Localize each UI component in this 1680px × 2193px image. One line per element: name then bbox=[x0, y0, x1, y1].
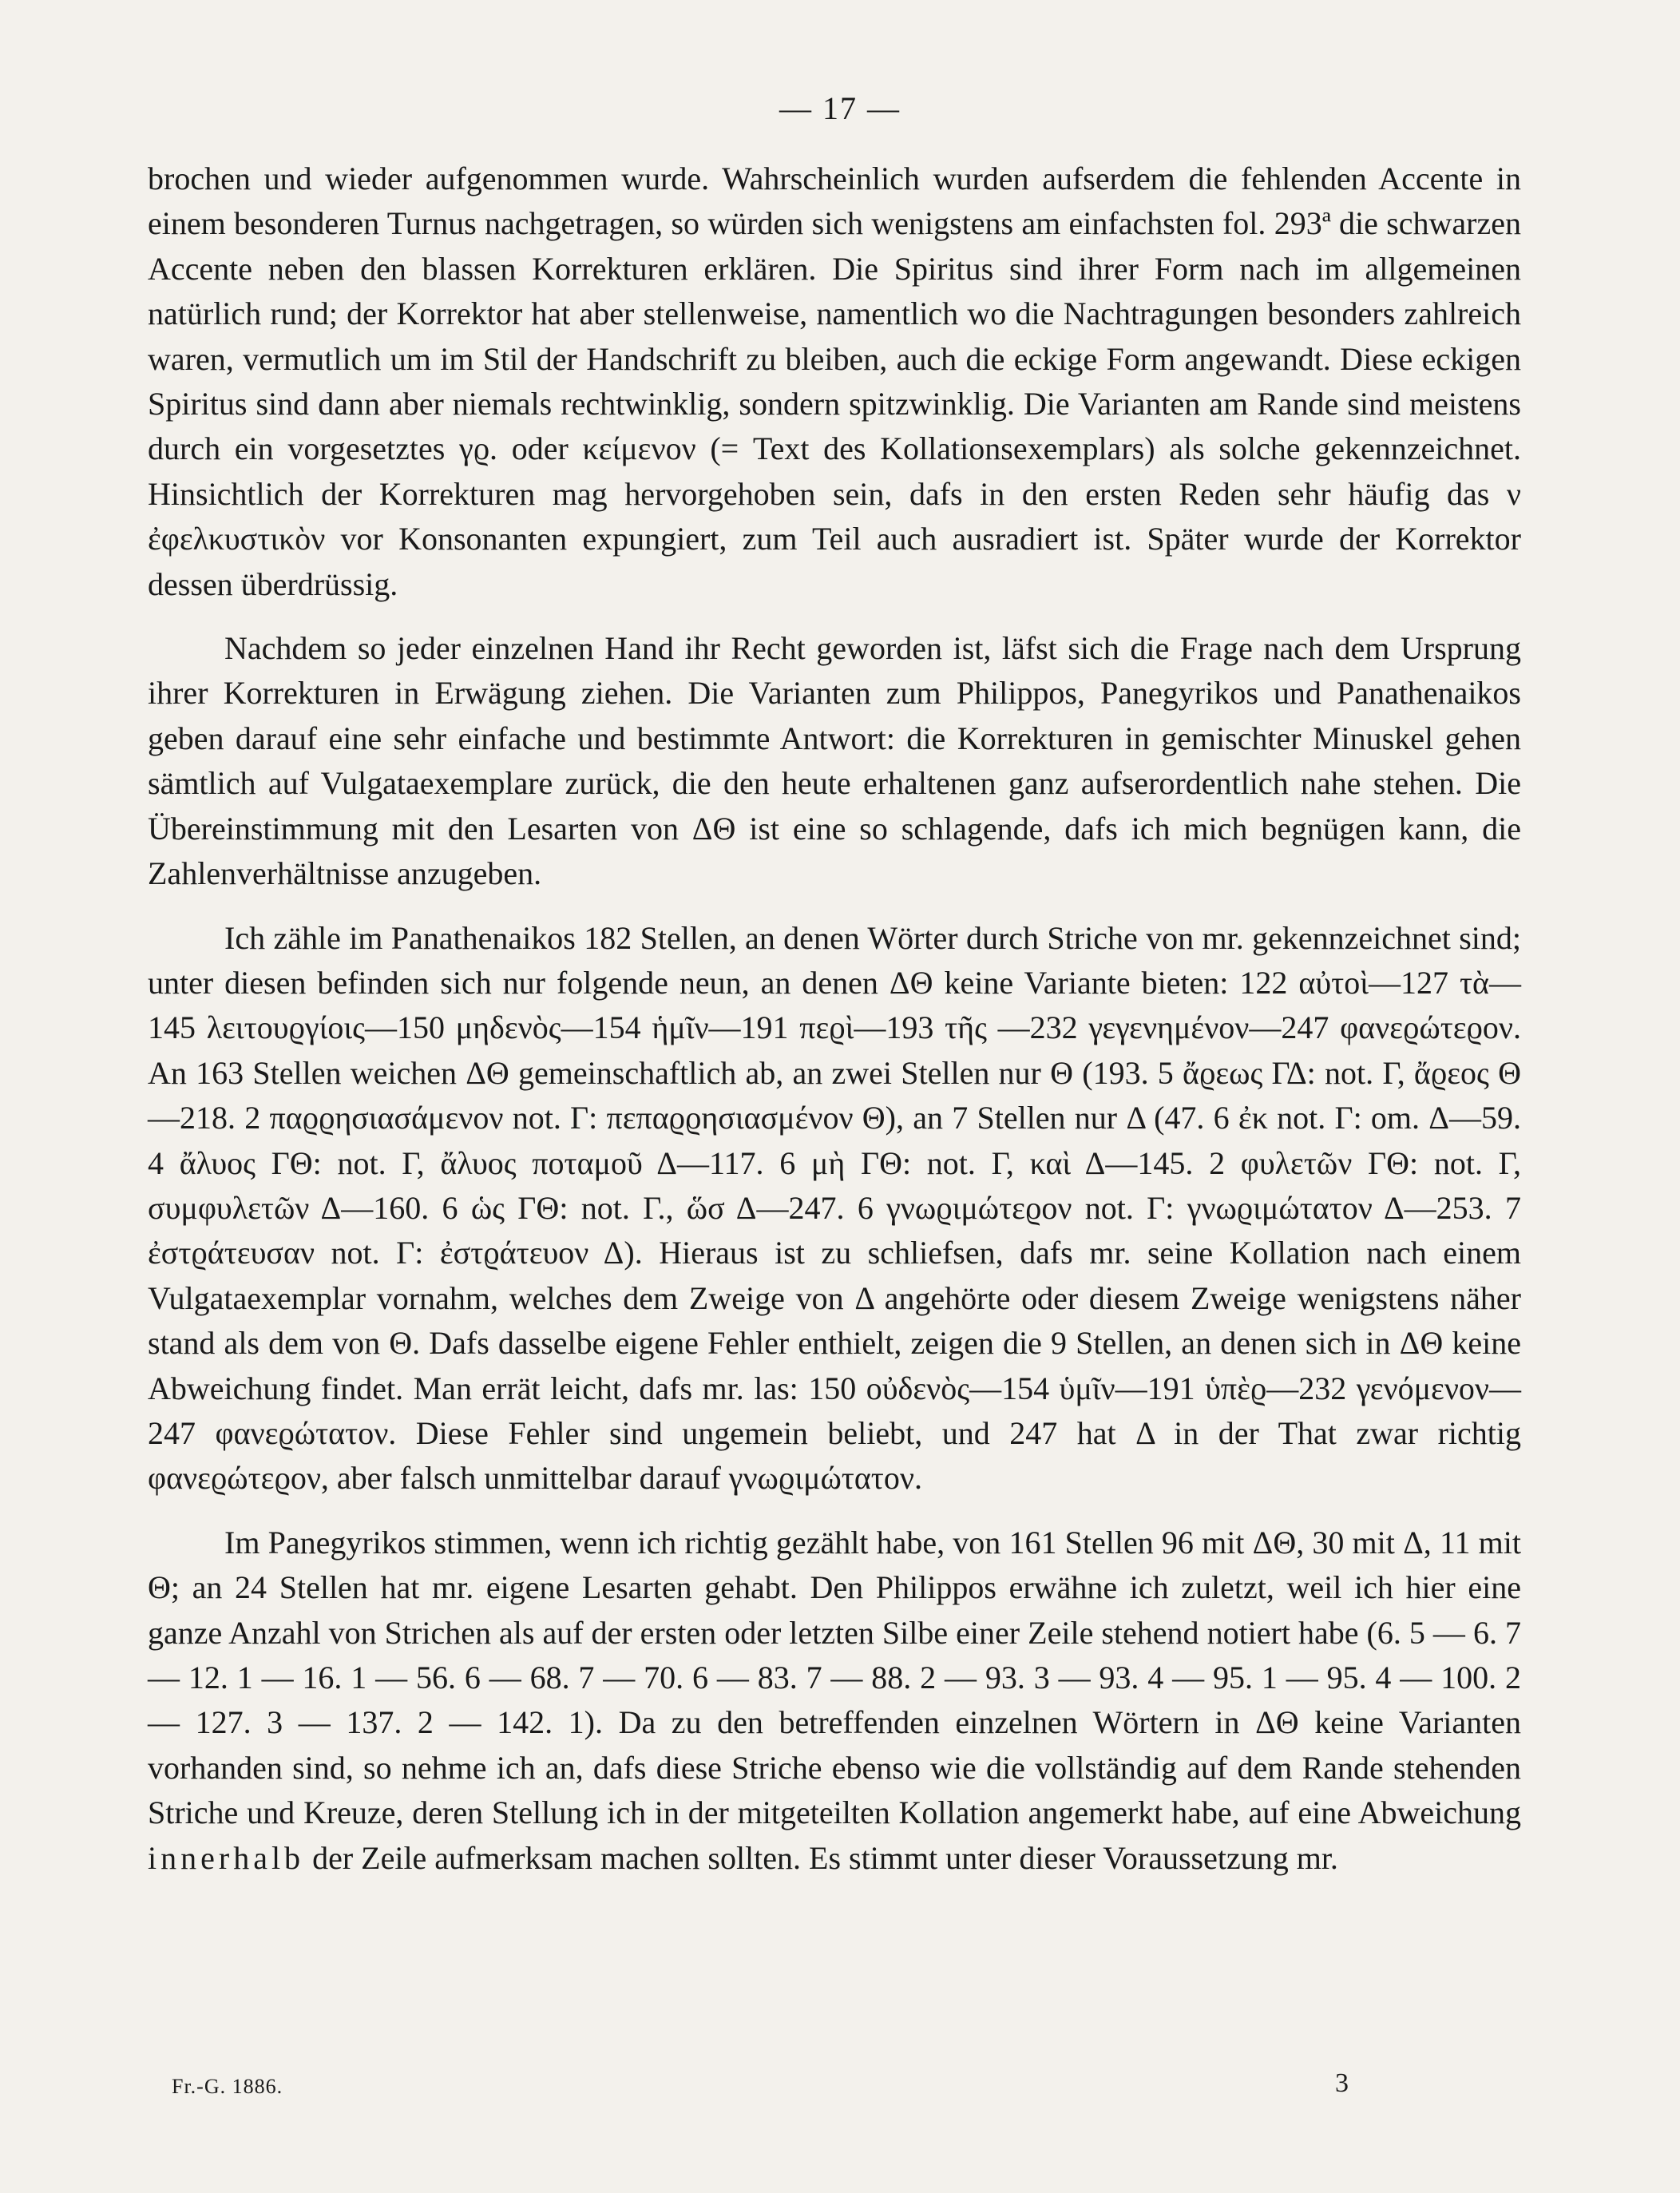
paragraph-4 bbox=[148, 1521, 1521, 1881]
body-text bbox=[148, 157, 1521, 1881]
spaced-word: innerhalb bbox=[148, 1839, 305, 1876]
footer-sheet-number: 3 bbox=[1335, 2068, 1349, 2098]
paragraph-2: Nachdem so jeder einzelnen Hand ihr Recht geworden ist, läfst sich die Frage nach dem Ursprung ihrer Korrekturen in Erwägung ziehen. Die Varianten zum Philippos, Panegyrikos und Panathenaikos geben darauf eine sehr einfache und bestimmte Antwort: die Korrekturen in gemischter Minuskel gehen sämtlich auf Vulgataexemplare zurück, die den heute erhaltenen ganz aufserordentlich nahe stehen. Die Übereinstimmung mit den Lesarten von ΔΘ ist eine so schlagende, dafs ich mich begnügen kann, die Zahlenverhältnisse anzugeben. bbox=[148, 630, 1521, 892]
page-number: — 17 — bbox=[779, 90, 901, 126]
paragraph-4-text: Im Panegyrikos stimmen, wenn ich richtig gezählt habe, von 161 Stellen 96 mit ΔΘ, 30 mit Δ, 11 mit Θ; an 24 Stellen hat mr. eigene Lesarten gehabt. Den Philippos erwähne ich zuletzt, weil ich hier eine ganze Anzahl von Strichen als auf der ersten oder letzten Silbe einer Zeile stehend notiert habe (6. 5 — 6. 7 — 12. 1 — 16. 1 — 56. 6 — 68. 7 — 70. 6 — 83. 7 — 88. 2 — 93. 3 — 93. 4 — 95. 1 — 95. 4 — 100. 2 — 127. 3 — 137. 2 — 142. 1). Da zu den betreffenden einzelnen Wörtern in ΔΘ keine Varianten vorhanden sind, so nehme ich an, dafs diese Striche ebenso wie die vollständig auf dem Rande stehenden Striche und Kreuze, deren Stellung ich in der mitgeteilten Kollation angemerkt habe, auf eine Abweichung bbox=[148, 1524, 1521, 1831]
footer-signature: Fr.-G. 1886. bbox=[172, 2075, 283, 2098]
paragraph-1: brochen und wieder aufgenommen wurde. Wahrscheinlich wurden aufserdem die fehlenden Accente in einem besonderen Turnus nachgetragen, so würden sich wenigstens am einfachsten fol. 293ª die schwarzen Accente neben den blassen Korrekturen erklären. Die Spiritus sind ihrer Form nach im allgemeinen natürlich rund; der Korrektor hat aber stellenweise, namentlich wo die Nachtragungen besonders zahlreich waren, vermutlich um im Stil der Handschrift zu bleiben, auch die eckige Form angewandt. Diese eckigen Spiritus sind dann aber niemals rechtwinklig, sondern spitzwinklig. Die Varianten am Rande sind meistens durch ein vorgesetztes γϱ. oder κείμενον (= Text des Kollationsexemplars) als solche gekennzeichnet. Hinsichtlich der Korrekturen mag hervorgehoben sein, dafs in den ersten Reden sehr häufig das ν ἐφελκυστικὸν vor Konsonanten expungiert, zum Teil auch ausradiert ist. Später wurde der Korrektor dessen überdrüssig. bbox=[148, 161, 1521, 602]
paragraph-3: Ich zähle im Panathenaikos 182 Stellen, an denen Wörter durch Striche von mr. gekennzeichnet sind; unter diesen befinden sich nur folgende neun, an denen ΔΘ keine Variante bieten: 122 αὐτοὶ—127 τὰ—145 λειτουϱγίοις—150 μηδενὸς—154 ἡμῖν—191 πεϱὶ—193 τῆς —232 γεγενημένον—247 φανεϱώτεϱον. An 163 Stellen weichen ΔΘ gemeinschaftlich ab, an zwei Stellen nur Θ (193. 5 ἄϱεως ΓΔ: not. Γ, ἄϱεος Θ—218. 2 παϱϱησιασάμενον not. Γ: πεπαϱϱησιασμένον Θ), an 7 Stellen nur Δ (47. 6 ἐκ not. Γ: om. Δ—59. 4 ἄλυος ΓΘ: not. Γ, ἄλυος ποταμοῦ Δ—117. 6 μὴ ΓΘ: not. Γ, καὶ Δ—145. 2 φυλετῶν ΓΘ: not. Γ, συμφυλετῶν Δ—160. 6 ὡς ΓΘ: not. Γ., ὥσ Δ—247. 6 γνωϱιμώτεϱον not. Γ: γνωϱιμώτατον Δ—253. 7 ἐστϱάτευσαν not. Γ: ἐστϱάτευον Δ). Hieraus ist zu schliefsen, dafs mr. seine Kollation nach einem Vulgataexemplar vornahm, welches dem Zweige von Δ angehörte oder diesem Zweige wenigstens näher stand als dem von Θ. Dafs dasselbe eigene Fehler enthielt, zeigen die 9 Stellen, an denen sich in ΔΘ keine Abweichung findet. Man errät leicht, dafs mr. las: 150 οὐδενὸς—154 ὑμῖν—191 ὑπὲϱ—232 γενόμενον—247 φανεϱώτατον. Diese Fehler sind ungemein beliebt, und 247 hat Δ in der That zwar richtig φανεϱώτεϱον, aber falsch unmittelbar darauf γνωϱιμώτατον. bbox=[148, 919, 1521, 1497]
paragraph-4-end: der Zeile aufmerksam machen sollten. Es stimmt unter dieser Voraussetzung mr. bbox=[312, 1839, 1338, 1876]
